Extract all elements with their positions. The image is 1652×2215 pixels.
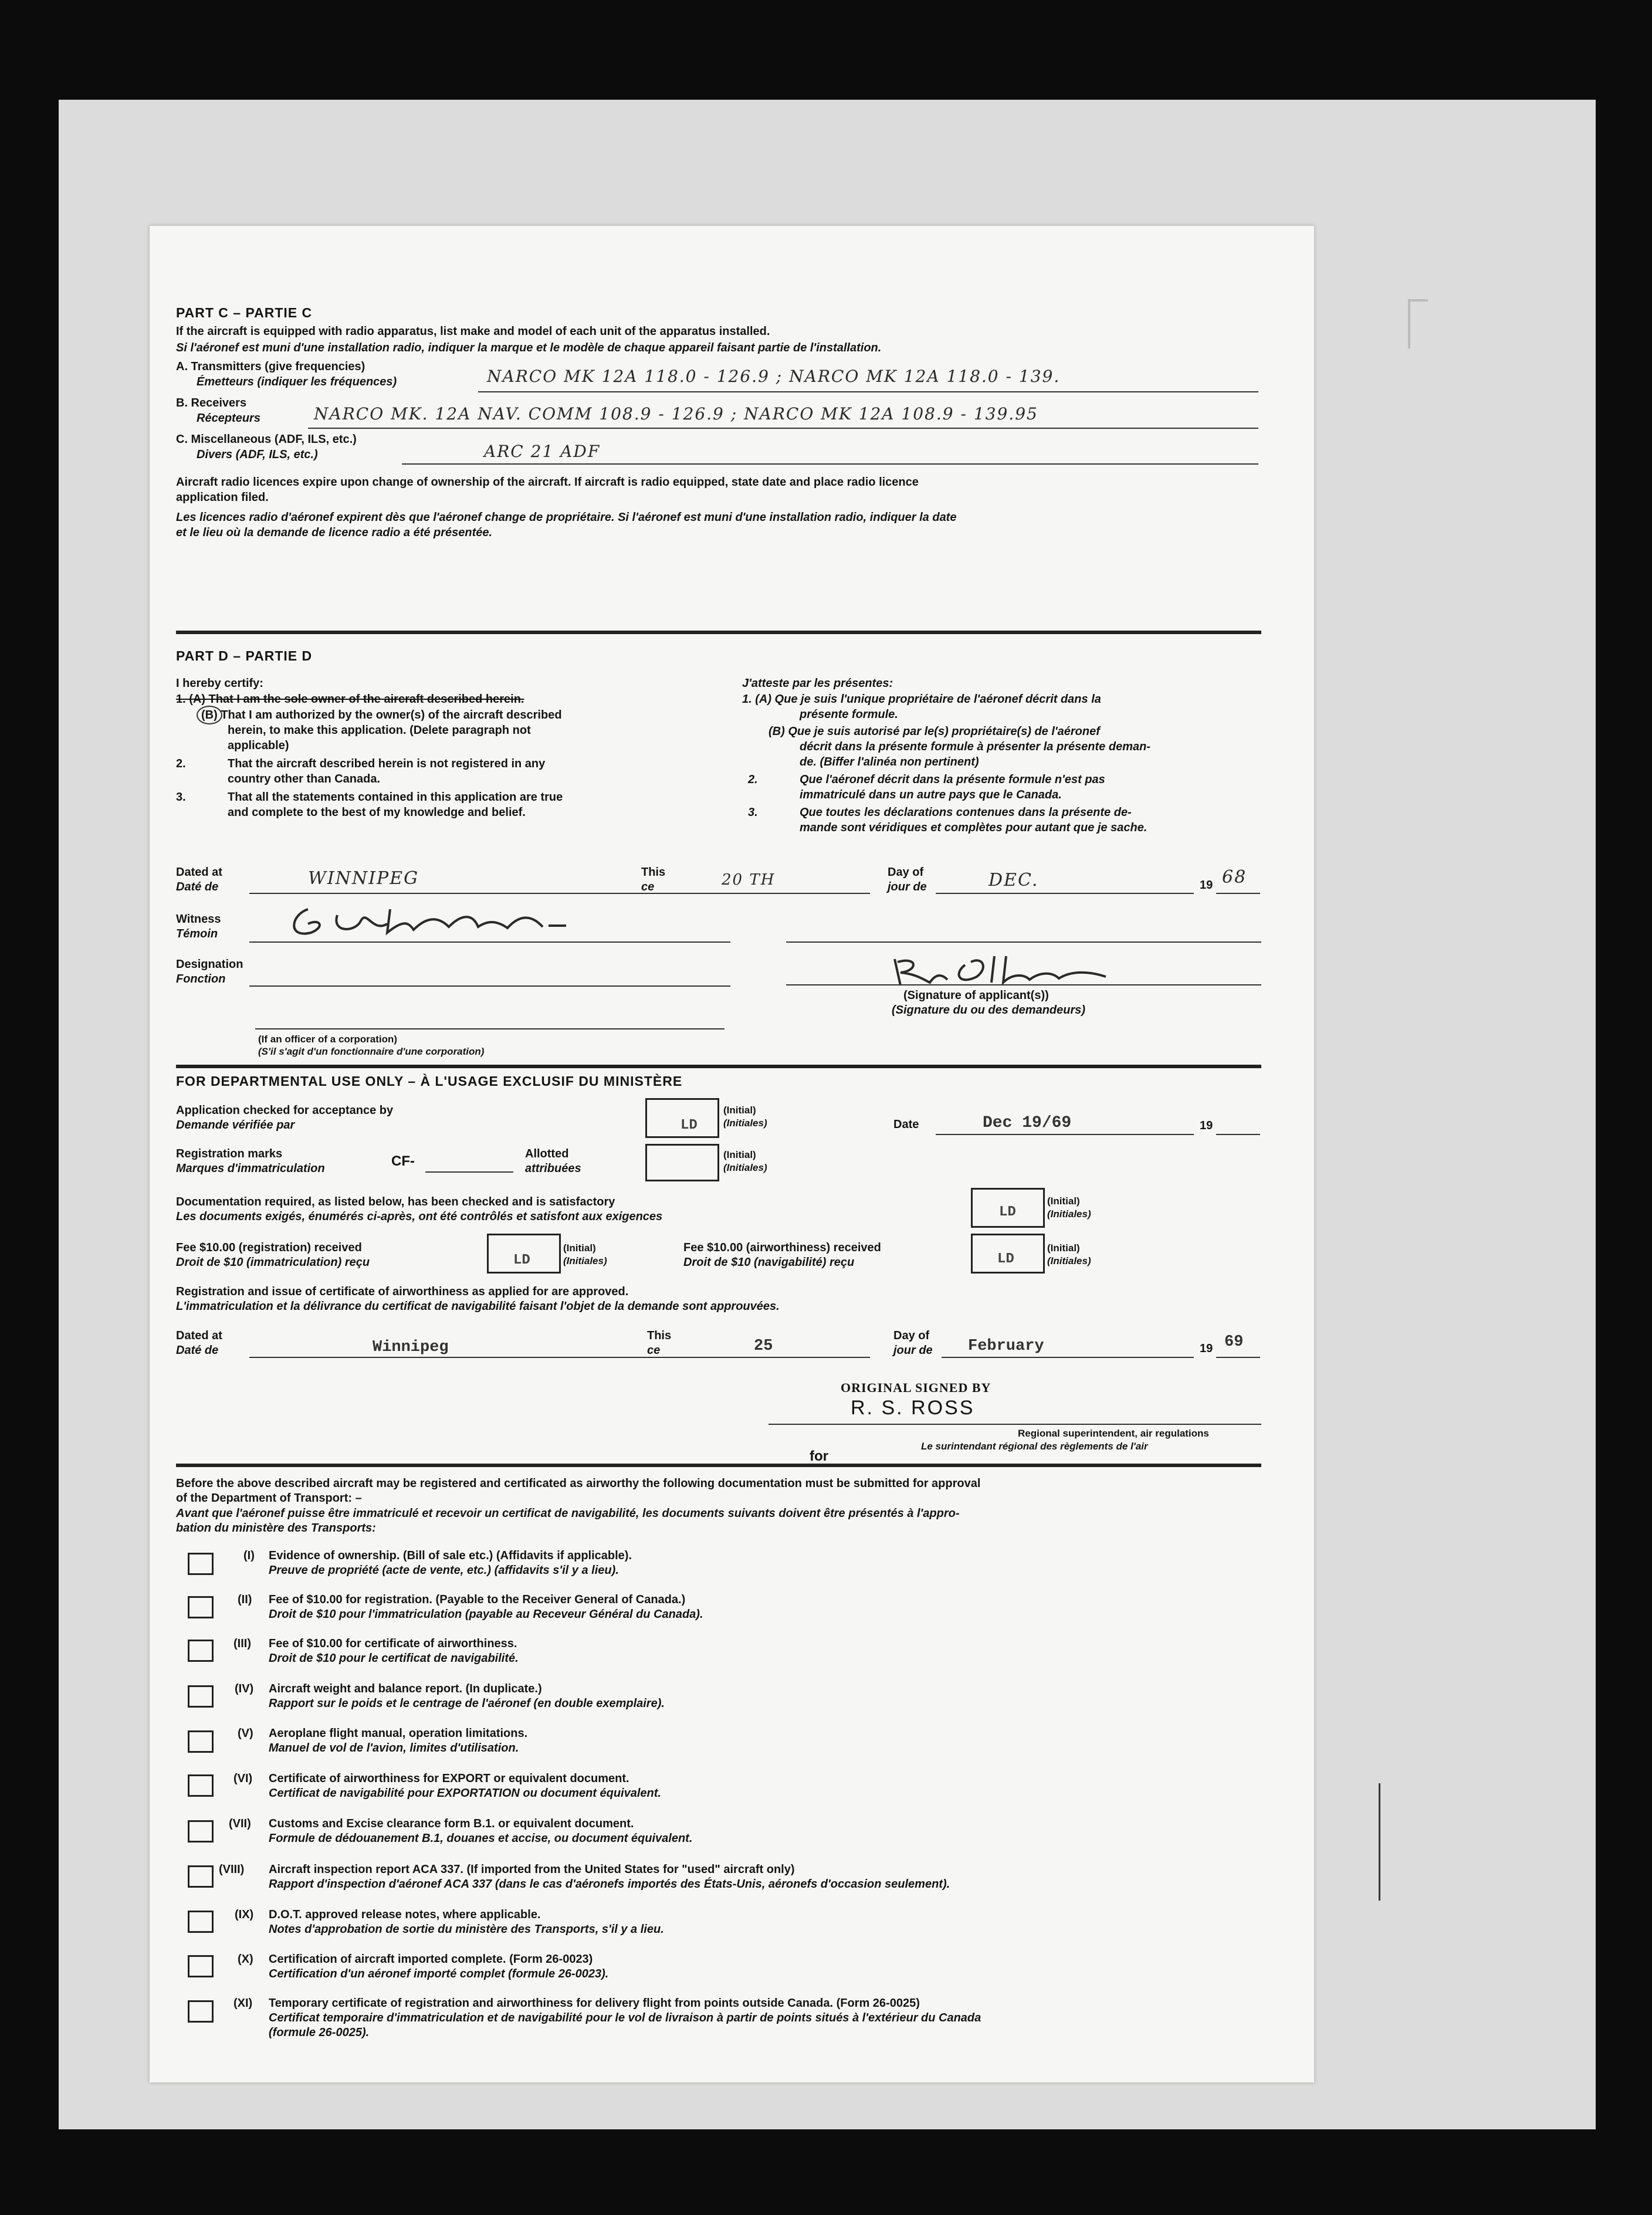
req-num-5: (V) [238, 1727, 253, 1740]
receivers-label-fr: Récepteurs [197, 412, 260, 425]
checkbox-item-10[interactable] [188, 1955, 214, 1977]
cert-fr-2-2: immatriculé dans un autre pays que le Canada. [800, 788, 1062, 801]
checked-label: Application checked for acceptance by [176, 1104, 394, 1117]
reg-marks-line [425, 1171, 513, 1173]
cert-en-1b-2: herein, to make this application. (Delete paragraph not [228, 724, 531, 737]
section-divider-2 [176, 1065, 1261, 1068]
req-en-9: D.O.T. approved release notes, where applicable. [269, 1908, 541, 1921]
req-num-4: (IV) [235, 1682, 254, 1695]
officer-note-fr: (S'il s'agit d'un fonctionnaire d'une corporation) [258, 1046, 485, 1057]
cert-fr-2-num: 2. [748, 773, 758, 786]
req-en-5: Aeroplane flight manual, operation limitations. [269, 1727, 528, 1740]
req-fr-11: Certificat temporaire d'immatriculation et de navigabilité pour le vol de livraison à partir de points situés à l'extérieur du Canada [269, 2011, 981, 2024]
part-c-heading: PART C – PARTIE C [176, 305, 313, 320]
initial-label-fr: (Initiales) [723, 1117, 767, 1129]
cert-en-2-2: country other than Canada. [228, 773, 381, 785]
dept-this-label-fr: ce [647, 1344, 661, 1357]
certify-fr: J'atteste par les présentes: [742, 677, 893, 690]
checkbox-item-9[interactable] [188, 1911, 214, 1933]
dept-heading: FOR DEPARTMENTAL USE ONLY – À L'USAGE EXCLUSIF DU MINISTÈRE [176, 1073, 683, 1089]
witness-label: Witness [176, 913, 221, 926]
applicant-line [786, 984, 1261, 985]
section-divider [176, 631, 1261, 634]
cert-fr-3-num: 3. [748, 806, 758, 819]
section-divider-3 [176, 1464, 1261, 1467]
cert-en-3-1: That all the statements contained in this application are true [228, 791, 563, 804]
cert-en-1b-3: applicable) [228, 739, 289, 752]
part-c-intro-en: If the aircraft is equipped with radio apparatus, list make and model of each unit of the apparatus installed. [176, 325, 770, 338]
approval-label: Registration and issue of certificate of airworthiness as applied for are approved. [176, 1285, 629, 1298]
req-fr-3: Droit de $10 pour le certificat de navigabilité. [269, 1652, 519, 1665]
fee-air-initial-value: LD [997, 1251, 1014, 1267]
this-line [671, 893, 870, 894]
year-prefix: 19 [1200, 879, 1213, 892]
fee-reg-initial-label: (Initial) [563, 1242, 596, 1254]
misc-line [402, 463, 1258, 465]
req-fr-9: Notes d'approbation de sortie du ministère des Transports, s'il y a lieu. [269, 1923, 664, 1936]
checkbox-item-3[interactable] [188, 1640, 214, 1662]
designation-label-fr: Fonction [176, 973, 226, 985]
req-en-1: Evidence of ownership. (Bill of sale etc.) (Affidavits if applicable). [269, 1549, 632, 1562]
date-line [936, 1134, 1194, 1135]
dept-this-value: 25 [754, 1337, 773, 1355]
fee-reg-label: Fee $10.00 (registration) received [176, 1241, 362, 1254]
day-of-value: DEC. [989, 870, 1039, 890]
form-page [150, 226, 1314, 2082]
dated-at-line [249, 893, 730, 894]
checked-label-fr: Demande vérifiée par [176, 1119, 295, 1132]
reg-marks-label-fr: Marques d'immatriculation [176, 1162, 325, 1175]
witness-line [249, 941, 730, 943]
req-fr-7: Formule de dédouanement B.1, douanes et accise, ou document équivalent. [269, 1832, 693, 1845]
checkbox-item-6[interactable] [188, 1774, 214, 1797]
initial-label: (Initial) [723, 1105, 756, 1116]
req-en-3: Fee of $10.00 for certificate of airworthiness. [269, 1637, 517, 1650]
allotted-initial-label-fr: (Initiales) [723, 1162, 767, 1173]
req-fr-2: Droit de $10 pour l'immatriculation (payable au Receveur Général du Canada). [269, 1608, 703, 1621]
cert-en-1a: 1. (A) That I am the sole owner of the aircraft described herein. [176, 693, 524, 706]
req-num-1: (I) [243, 1549, 255, 1562]
applicant-sig-label: (Signature of applicant(s)) [903, 989, 1049, 1002]
applicant-sig-label-fr: (Signature du ou des demandeurs) [892, 1004, 1086, 1017]
fee-reg-label-fr: Droit de $10 (immatriculation) reçu [176, 1256, 370, 1269]
checkbox-item-11[interactable] [188, 2000, 214, 2023]
dated-at-label: Dated at [176, 866, 222, 879]
allotted-initial-box [645, 1144, 719, 1181]
checkbox-item-2[interactable] [188, 1596, 214, 1618]
approval-label-fr: L'immatriculation et la délivrance du certificat de navigabilité faisant l'objet de la demande sont approuvées. [176, 1300, 780, 1313]
checkbox-item-5[interactable] [188, 1730, 214, 1753]
date-year-line [1216, 1134, 1260, 1135]
req-num-2: (II) [238, 1593, 252, 1606]
req-en-8: Aircraft inspection report ACA 337. (If imported from the United States for "used" aircraft only) [269, 1863, 795, 1876]
dept-day-line [942, 1357, 1194, 1358]
reg-marks-cf: CF- [391, 1153, 415, 1169]
cert-en-3-num: 3. [176, 791, 186, 804]
fee-reg-initial-value: LD [513, 1252, 530, 1268]
superintendent-label: Regional superintendent, air regulations [1018, 1428, 1209, 1439]
req-num-7: (VII) [229, 1817, 251, 1830]
cert-en-2-num: 2. [176, 757, 186, 770]
allotted-label: Allotted [525, 1147, 569, 1160]
requirements-intro-fr-1: Avant que l'aéronef puisse être immatriculé et recevoir un certificat de navigabilité, les documents suivants doivent être présentés à l'appro- [176, 1507, 960, 1520]
requirements-intro-fr-2: bation du ministère des Transports: [176, 1522, 376, 1535]
superintendent-label-fr: Le surintendant régional des règlements de l'air [921, 1441, 1148, 1452]
allotted-initial-label: (Initial) [723, 1149, 756, 1160]
req-num-11: (XI) [233, 1997, 253, 2010]
req-fr-10: Certification d'un aéronef importé complet (formule 26-0023). [269, 1967, 609, 1980]
docs-initial-label: (Initial) [1047, 1195, 1080, 1207]
licence-note-fr-2: et le lieu où la demande de licence radio a été présentée. [176, 526, 493, 539]
fee-air-initial-label-fr: (Initiales) [1047, 1255, 1091, 1266]
officer-line [255, 1028, 725, 1029]
docs-label: Documentation required, as listed below, has been checked and is satisfactory [176, 1195, 615, 1208]
scan-mark [1379, 1783, 1380, 1901]
this-value: 20 TH [722, 871, 776, 889]
dept-day-label: Day of [893, 1329, 930, 1342]
year-value: 68 [1222, 867, 1247, 888]
req-fr-1: Preuve de propriété (acte de vente, etc.) (affidavits s'il y a lieu). [269, 1564, 619, 1577]
for-label: for [810, 1448, 828, 1464]
req-en-7: Customs and Excise clearance form B.1. or equivalent document. [269, 1817, 634, 1830]
dated-at-value: WINNIPEG [308, 868, 419, 889]
dept-this-label: This [647, 1329, 672, 1342]
req-fr-6: Certificat de navigabilité pour EXPORTATION ou document équivalent. [269, 1787, 661, 1800]
part-d-heading: PART D – PARTIE D [176, 648, 313, 663]
date-label: Date [893, 1118, 919, 1131]
req-num-10: (X) [238, 1953, 253, 1966]
receivers-label: B. Receivers [176, 397, 247, 409]
this-label-fr: ce [641, 880, 655, 893]
req-num-3: (III) [233, 1637, 251, 1650]
misc-label: C. Miscellaneous (ADF, ILS, etc.) [176, 433, 357, 446]
fee-air-label: Fee $10.00 (airworthiness) received [683, 1241, 881, 1254]
day-of-label-fr: jour de [888, 880, 927, 893]
original-signed-by: ORIGINAL SIGNED BY [841, 1380, 991, 1395]
docs-initial-label-fr: (Initiales) [1047, 1208, 1091, 1220]
dept-dated-label-fr: Daté de [176, 1344, 219, 1357]
part-c-intro-fr: Si l'aéronef est muni d'une installation radio, indiquer la marque et le modèle de chaque appareil faisant partie de l'installation. [176, 341, 882, 354]
dept-year-line [1216, 1357, 1260, 1358]
cert-fr-2-1: Que l'aéronef décrit dans la présente formule n'est pas [800, 773, 1105, 786]
dated-at-label-fr: Daté de [176, 880, 219, 893]
checkbox-item-1[interactable] [188, 1553, 214, 1575]
certify-en: I hereby certify: [176, 677, 263, 690]
req-en-4: Aircraft weight and balance report. (In duplicate.) [269, 1682, 542, 1695]
cert-fr-1b-2: décrit dans la présente formule à présenter la présente deman- [800, 740, 1150, 753]
cert-fr-1a-2: présente formule. [800, 708, 898, 721]
req-fr-8: Rapport d'inspection d'aéronef ACA 337 (dans le cas d'aéronefs importés des États-Unis, aéronefs d'occasion seulement). [269, 1878, 950, 1891]
licence-note-fr-1: Les licences radio d'aéronef expirent dès que l'aéronef change de propriétaire. Si l'aéronef est muni d'une installation radio, indiquer la date [176, 511, 957, 524]
cert-en-3-2: and complete to the best of my knowledge and belief. [228, 806, 526, 819]
req-en-10: Certification of aircraft imported complete. (Form 26-0023) [269, 1953, 593, 1966]
transmitters-label: A. Transmitters (give frequencies) [176, 360, 365, 373]
req-fr-11b: (formule 26-0025). [269, 2026, 370, 2039]
misc-value: ARC 21 ADF [484, 442, 601, 461]
designation-line [249, 985, 730, 987]
dept-year-value: 69 [1224, 1333, 1244, 1351]
checked-initial-value: LD [681, 1117, 698, 1133]
date-value: Dec 19/69 [983, 1114, 1072, 1132]
checkbox-item-7[interactable] [188, 1820, 214, 1843]
reg-marks-label: Registration marks [176, 1147, 283, 1160]
docs-initial-value: LD [999, 1204, 1016, 1220]
transmitters-line [478, 391, 1258, 392]
signer-name: R. S. ROSS [851, 1397, 975, 1419]
dept-dated-label: Dated at [176, 1329, 222, 1342]
requirements-intro-en-1: Before the above described aircraft may be registered and certificated as airworthy the following documentation must be submitted for approval [176, 1477, 981, 1490]
dept-day-label-fr: jour de [893, 1344, 933, 1357]
fee-reg-initial-label-fr: (Initiales) [563, 1255, 607, 1266]
witness-line-2 [786, 941, 1261, 943]
cert-en-2-1: That the aircraft described herein is not registered in any [228, 757, 546, 770]
req-num-8: (VIII) [219, 1863, 245, 1876]
superintendent-line [769, 1424, 1261, 1425]
dept-this-line [671, 1357, 870, 1358]
requirements-intro-en-2: of the Department of Transport: – [176, 1492, 362, 1505]
licence-note-en-1: Aircraft radio licences expire upon change of ownership of the aircraft. If aircraft is radio equipped, state date and place radio licence [176, 476, 919, 489]
cert-fr-3-1: Que toutes les déclarations contenues dans la présente de- [800, 806, 1132, 819]
fee-air-label-fr: Droit de $10 (navigabilité) reçu [683, 1256, 855, 1269]
dept-dated-value: Winnipeg [373, 1339, 449, 1356]
req-fr-5: Manuel de vol de l'avion, limites d'utilisation. [269, 1742, 519, 1755]
officer-note: (If an officer of a corporation) [258, 1034, 398, 1045]
day-of-label: Day of [888, 866, 924, 879]
fee-air-initial-label: (Initial) [1047, 1242, 1080, 1254]
req-en-2: Fee of $10.00 for registration. (Payable to the Receiver General of Canada.) [269, 1593, 686, 1606]
checkbox-item-8[interactable] [188, 1865, 214, 1888]
docs-label-fr: Les documents exigés, énumérés ci-après, ont été contrôlés et satisfont aux exigences [176, 1210, 663, 1223]
scan-corner-mark [1408, 299, 1428, 348]
req-num-9: (IX) [235, 1908, 254, 1921]
receivers-value: NARCO MK. 12A NAV. COMM 108.9 - 126.9 ; NARCO MK 12A 108.9 - 139.95 [314, 404, 1038, 424]
misc-label-fr: Divers (ADF, ILS, etc.) [197, 448, 318, 461]
allotted-label-fr: attribuées [525, 1162, 581, 1175]
cert-fr-1b-3: de. (Biffer l'alinéa non pertinent) [800, 756, 979, 768]
req-fr-4: Rapport sur le poids et le centrage de l'aéronef (en double exemplaire). [269, 1697, 665, 1710]
req-en-6: Certificate of airworthiness for EXPORT or equivalent document. [269, 1772, 629, 1785]
licence-note-en-2: application filed. [176, 491, 269, 504]
witness-signature [285, 897, 648, 944]
dept-day-value: February [968, 1337, 1044, 1355]
transmitters-value: NARCO MK 12A 118.0 - 126.9 ; NARCO MK 12A 118.0 - 139. [487, 367, 1061, 386]
cert-fr-1a-1: 1. (A) Que je suis l'unique propriétaire de l'aéronef décrit dans la [742, 693, 1101, 706]
req-num-6: (VI) [233, 1772, 253, 1785]
transmitters-label-fr: Émetteurs (indiquer les fréquences) [197, 375, 397, 388]
receivers-line [308, 428, 1258, 429]
cert-fr-3-2: mande sont véridiques et complètes pour autant que je sache. [800, 821, 1147, 834]
cert-fr-1b-1: (B) Que je suis autorisé par le(s) propriétaire(s) de l'aéronef [769, 725, 1100, 738]
date-year-prefix: 19 [1200, 1119, 1213, 1132]
req-en-11: Temporary certificate of registration and airworthiness for delivery flight from points outside Canada. (Form 26-0025) [269, 1997, 920, 2010]
designation-label: Designation [176, 958, 243, 971]
cert-en-1b-1: (B) That I am authorized by the owner(s) of the aircraft described [201, 709, 562, 722]
day-of-line [936, 893, 1194, 894]
this-label: This [641, 866, 666, 879]
witness-label-fr: Témoin [176, 927, 218, 940]
dept-year-prefix: 19 [1200, 1342, 1213, 1355]
year-line [1216, 893, 1260, 894]
checkbox-item-4[interactable] [188, 1685, 214, 1708]
